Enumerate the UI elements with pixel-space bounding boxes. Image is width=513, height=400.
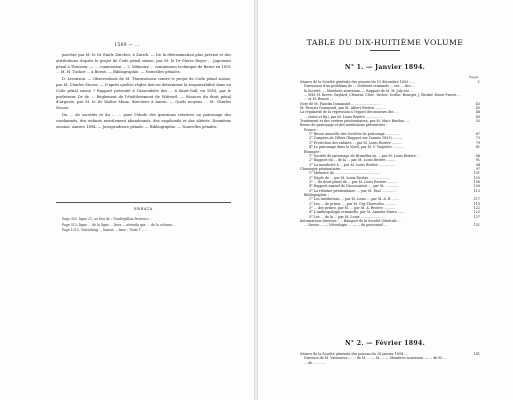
toc-entry-text: La régularité de la répression à l'égard des mineurs des ...	[300, 110, 399, 115]
toc-entry-text: Chronique pénitentiaire : ...........................	[300, 166, 372, 171]
toc-entry-text: Informations diverses : ... Banquet de la Société Générale ...	[300, 219, 401, 223]
toc-entry-page: 79	[475, 140, 480, 145]
toc-entry-text: France :	[304, 127, 318, 132]
toc-entry-text: 5° La réforme pénitentiaire ..., par M. Paul ... ..........	[309, 188, 397, 193]
toc-entry-page: 73	[475, 136, 480, 141]
errata-item: Page 1215, Vertiefung ... liaison ... lisez : Toute l'... ...	[62, 228, 148, 233]
toc-entry-page: 106	[473, 179, 480, 184]
toc-entry-text: Revue de patronage et des institutions préventives :	[300, 123, 388, 128]
toc-january	[300, 80, 480, 228]
toc-entry-text: 1° Les institutions ... par M. Louis ... par M. A. R. ......	[309, 197, 399, 202]
toc-entry-page: 123	[473, 210, 480, 215]
toc-entry-text: 5° Les ... de la ... par M. Louis ... ....................	[309, 214, 386, 219]
errata-title: ERRATA	[134, 207, 153, 211]
toc-entry-page: 109	[473, 184, 480, 189]
toc-entry-page: 88	[475, 153, 480, 158]
toc-entry-text: Discussion d'un problème de ... d'aliénés criminels ... ses ... des ...	[304, 84, 415, 89]
toc-entry-text: 2° Rapport du ... de la ... par M. Louis Rivière .........	[309, 158, 396, 163]
toc-entry-text: 4° Le patronage dans le Nord, par M. V. Vaquette ..........	[309, 145, 404, 150]
toc-entry-text: Étranger :	[304, 149, 322, 154]
volume-title: TABLE DU DIX-HUITIÈME VOLUME	[306, 38, 464, 47]
toc-entry-page: 81	[475, 145, 480, 150]
toc-entry-page: 117	[473, 197, 480, 202]
paragraph: D. Livraison. — Observations de M. Thornsensen contre le projet de Code pénal suisse, par M. Charles Stooss. — D'après quelles règles doit-on déterminer la responsabilité dans un Code pénal suisse ? Rapport présenté à l'Assemblée des ... à Saint-Gall, en 1893, par le professeur Dr de ... Règlement de l'établissement de Wittswil. — Séances du droit pénal d'Argovie, par M. le Dr Walter Munz, directeur à Aarau. — Quels moyens ... M. Charles Stooss.	[56, 77, 231, 111]
title-divider	[370, 50, 400, 51]
left-page-body	[56, 53, 231, 131]
toc-entry-page: 101	[473, 171, 480, 176]
issue-heading-january: N° 1. — Janvier 1894.	[344, 64, 426, 71]
toc-entry-text: 1° Société de patronage de Bruxelles en ... par M. Louis Rivière ..	[309, 153, 419, 158]
toc-entry-text: 2° Dépôt de ... par M. Louis Rivière ....................	[309, 175, 391, 180]
toc-entry-page: 119	[473, 201, 480, 206]
toc-entry-page: 45	[475, 106, 480, 111]
toc-entry-text: 3° ... des peines, par M. ... par M. A. Rivière ...........	[309, 205, 396, 210]
toc-entry-text: Séance de la Société générale des prisons du 24 janvier 1894 ....	[300, 352, 409, 356]
toc-entry-page: 103	[473, 175, 480, 180]
toc-entry-text: ... (suite et fin), par M. Louis Rivière ...............	[304, 114, 382, 119]
toc-entry-page: 55	[475, 119, 480, 124]
toc-entry-page: 91	[475, 158, 480, 163]
right-page	[258, 0, 513, 400]
issue-heading-february: N° 2. — Février 1894.	[344, 340, 426, 347]
errata-item: Page 302, ligne 21, au lieu de : Tondérpillon Pasteurs ...	[62, 217, 153, 221]
toc-entry-page: 122	[473, 205, 480, 210]
toc-entry-text: 1° Mémoire de ... .......................................	[309, 171, 381, 176]
toc-entry-page: 94	[475, 162, 480, 167]
errata-item: Page 512, ligne ... de la ligne ... lisez ... attendu que ... de la colonne ...	[62, 222, 177, 227]
toc-entry-page: 127	[473, 214, 480, 219]
toc-february	[300, 352, 480, 365]
divider	[56, 202, 231, 203]
toc-entry-text: ... et M. Benoit ...	[304, 97, 334, 102]
toc-entry-text: 1° Revue annuelle des Sociétés de patronage .............	[309, 132, 400, 137]
toc-entry-page: 141	[473, 352, 480, 356]
toc-entry-text: 3° Protection des enfants ... par M. Louis Rivière ..........	[309, 140, 403, 145]
toc-entry-text: ... de ... ... ...	[304, 360, 325, 365]
toc-entry-text: 2° Les ... de prison ..., par M. Guy Thiercelin ..........	[309, 201, 396, 206]
toc-entry-page: 113	[473, 188, 480, 193]
toc-entry-text: 4° Rapport annuel de l'Association ..., par M. ... .........	[309, 184, 400, 189]
toc-entry-text: M. Parnatz Dommond, par M. Albert Rivière ..........	[300, 106, 386, 111]
toc-entry-text: 2° Comptes de Villers (Rapport sur l'année 1893) ..........	[309, 136, 404, 141]
toc-entry-text: 3° La mendicité à ... par M. Louis Rivière ..............	[309, 162, 394, 167]
toc-entry-page: 1	[477, 80, 480, 84]
toc-entry-page: 131	[473, 223, 480, 228]
toc-entry-page: 48	[475, 110, 480, 115]
left-page-header: 1589 — ...	[114, 43, 140, 48]
toc-entry-text: 4° L'anthropologie criminelle, par M. Antoine Marro .......	[309, 210, 406, 215]
toc-entry-text: Séance de la Société générale des prisons du 13 décembre 1893 ......	[300, 80, 416, 84]
toc-entry-text: 3° ... du droit pénal de ... par M. Louis Rivière ..........	[309, 179, 398, 184]
toc-entry-page: 97	[475, 166, 480, 171]
pages-column-label: Pages	[469, 75, 479, 79]
errata-list	[56, 217, 231, 234]
paragraph: parcher par M. le Dr Emile Zürcher, à Zurich. — De la détermination plus précise et des attributions d'après le projet de Code pénal suisse, par M. le Dr Pierre Reyer ... Jugement pénal à Thiessen. — ... commission ... 2. Mémoire ... commission technique de Berne en 1892 ... M. H. Tucker ... à Berne. — Bibliographie. — Nouvelles pénales.	[56, 53, 231, 75]
paragraph: Du ... de sociétés et du ... ... pour l'étude des questions relatives au patronage des condamnés, des enfants moralement abandonnés, des vagabonds et des aliénés. Deuxième session. Anvers 1894. — Jurisprudence pénale. — Bibliographie. — Nouvelles pénales.	[56, 112, 231, 129]
left-page	[0, 0, 254, 400]
toc-entry	[300, 223, 480, 227]
toc-entry-page: 43	[475, 101, 480, 106]
toc-entry-text: Bibliographie :	[304, 192, 329, 197]
toc-entry-text: ... MM. H. Breve, Gaylard, Clément, Clerc, Vacher, Scribe, Bourget, J. Becker, Henri Pruvot ...	[304, 93, 461, 98]
toc-entry-text: ... Savoie ... — Nécrologie ... — ... du personnel ...	[304, 223, 388, 228]
toc-entry-text: Note de M. Faustin Dommond ...........................	[300, 101, 380, 106]
toc-entry-text: Traitement et des centres pénitentiaires, par M. Marc Bardon .....	[300, 119, 411, 124]
toc-entry-page: 49	[475, 114, 480, 119]
toc-entry-text: la Société, — Membres nouveaux. — Rapport de M. H. Joly sur ...	[304, 88, 414, 93]
toc-entry-page: 67	[475, 132, 480, 137]
toc-entry-text: Discours de M. Vavasseur — ... de M. ... — M. ... — Membres nouveaux. — ... de M. ...	[304, 356, 448, 361]
toc-entry	[300, 361, 480, 365]
